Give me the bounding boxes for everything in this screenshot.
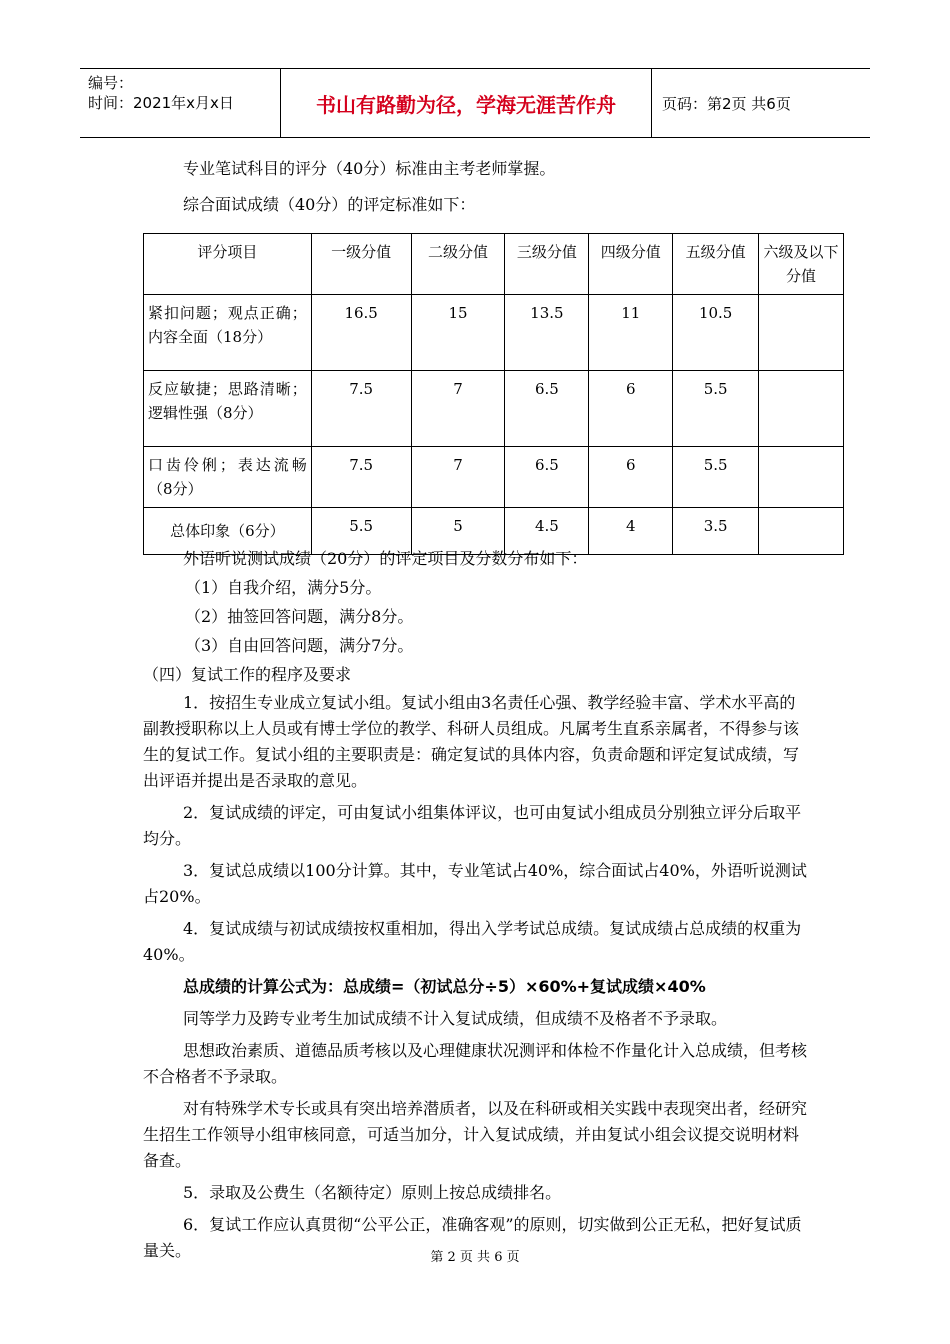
header-meta bbox=[80, 69, 280, 137]
score-cell: 6.5 bbox=[505, 447, 589, 508]
table-header-cell: 三级分值 bbox=[505, 234, 589, 295]
time-label: 时间：2021年x月x日 bbox=[88, 94, 234, 112]
table-header-cell: 六级及以下分值 bbox=[759, 234, 844, 295]
score-cell: 15 bbox=[411, 295, 505, 371]
score-cell: 5.5 bbox=[673, 371, 759, 447]
score-cell: 7 bbox=[411, 447, 505, 508]
score-cell: 7.5 bbox=[311, 447, 411, 508]
scoring-table bbox=[143, 233, 844, 555]
header-motto: 书山有路勤为径，学海无涯苦作舟 bbox=[280, 69, 652, 137]
score-cell: 7 bbox=[411, 371, 505, 447]
table-header-cell: 四级分值 bbox=[589, 234, 673, 295]
score-cell: 6.5 bbox=[505, 371, 589, 447]
table-header-cell: 五级分值 bbox=[673, 234, 759, 295]
score-cell: 7.5 bbox=[311, 371, 411, 447]
foreign-title: 外语听说测试成绩（20分）的评定项目及分数分布如下： bbox=[183, 549, 588, 568]
table-row bbox=[144, 371, 844, 447]
body-section bbox=[143, 546, 808, 1270]
paragraph: 思想政治素质、道德品质考核以及心理健康状况测评和体检不作量化计入总成绩，但考核不合格者不予录取。 bbox=[143, 1041, 808, 1086]
intro-paragraph-1: 专业笔试科目的评分（40分）标准由主考老师掌握。 bbox=[183, 159, 556, 178]
foreign-item: （3）自由回答问题，满分7分。 bbox=[185, 636, 414, 655]
section-title: （四）复试工作的程序及要求 bbox=[143, 665, 352, 684]
foreign-item: （1）自我介绍，满分5分。 bbox=[185, 578, 382, 597]
paragraph: 对有特殊学术专长或具有突出培养潜质者，以及在科研或相关实践中表现突出者，经研究生招生工作领导小组审核同意，可适当加分，计入复试成绩，并由复试小组会议提交说明材料备查。 bbox=[143, 1099, 808, 1170]
score-cell: 3.5 bbox=[673, 508, 759, 555]
paragraph: 2．复试成绩的评定，可由复试小组集体评议，也可由复试小组成员分别独立评分后取平均分。 bbox=[143, 803, 802, 848]
foreign-item: （2）抽签回答问题，满分8分。 bbox=[185, 607, 414, 626]
paragraph: 5．录取及公费生（名额待定）原则上按总成绩排名。 bbox=[183, 1183, 562, 1202]
paragraph: 同等学力及跨专业考生加试成绩不计入复试成绩，但成绩不及格者不予录取。 bbox=[183, 1009, 728, 1028]
criteria-cell: 紧扣问题；观点正确；内容全面（18分） bbox=[144, 295, 312, 371]
table-row bbox=[144, 447, 844, 508]
criteria-cell: 总体印象（6分） bbox=[144, 508, 312, 555]
score-cell: 5 bbox=[411, 508, 505, 555]
score-cell: 11 bbox=[589, 295, 673, 371]
criteria-cell: 反应敏捷；思路清晰；逻辑性强（8分） bbox=[144, 371, 312, 447]
table-header-cell: 评分项目 bbox=[144, 234, 312, 295]
paragraph: 1．按招生专业成立复试小组。复试小组由3名责任心强、教学经验丰富、学术水平高的副教授职称以上人员或有博士学位的教学、科研人员组成。凡属考生直系亲属者，不得参与该生的复试工作。复试小组的主要职责是：确定复试的具体内容，负责命题和评定复试成绩，写出评语并提出是否录取的意见。 bbox=[143, 693, 800, 790]
page-header bbox=[80, 68, 870, 138]
score-cell: 10.5 bbox=[673, 295, 759, 371]
score-cell: 5.5 bbox=[673, 447, 759, 508]
score-cell bbox=[759, 447, 844, 508]
paragraph: 3．复试总成绩以100分计算。其中，专业笔试占40%，综合面试占40%，外语听说测试占20%。 bbox=[143, 861, 807, 906]
table-header-cell: 一级分值 bbox=[311, 234, 411, 295]
formula: 总成绩的计算公式为：总成绩=（初试总分÷5）×60%+复试成绩×40% bbox=[183, 977, 706, 996]
score-cell: 4 bbox=[589, 508, 673, 555]
score-cell: 6 bbox=[589, 371, 673, 447]
score-cell bbox=[759, 371, 844, 447]
paragraph: 6．复试工作应认真贯彻“公平公正，准确客观”的原则，切实做到公正无私，把好复试质量关。 bbox=[143, 1215, 802, 1260]
score-cell: 13.5 bbox=[505, 295, 589, 371]
score-cell: 6 bbox=[589, 447, 673, 508]
score-cell: 5.5 bbox=[311, 508, 411, 555]
table-header-row bbox=[144, 234, 844, 295]
intro-paragraph-2: 综合面试成绩（40分）的评定标准如下： bbox=[183, 195, 476, 214]
page-footer: 第 2 页 共 6 页 bbox=[430, 1250, 520, 1265]
score-cell: 16.5 bbox=[311, 295, 411, 371]
score-cell: 4.5 bbox=[505, 508, 589, 555]
paragraph: 4．复试成绩与初试成绩按权重相加，得出入学考试总成绩。复试成绩占总成绩的权重为40%。 bbox=[143, 919, 802, 964]
number-label: 编号： bbox=[88, 74, 134, 92]
header-page-label: 页码：第2页 共6页 bbox=[662, 94, 791, 113]
table-header-cell: 二级分值 bbox=[411, 234, 505, 295]
table-row bbox=[144, 295, 844, 371]
score-cell bbox=[759, 295, 844, 371]
intro-section bbox=[143, 156, 808, 218]
criteria-cell: 口齿伶俐；表达流畅（8分） bbox=[144, 447, 312, 508]
